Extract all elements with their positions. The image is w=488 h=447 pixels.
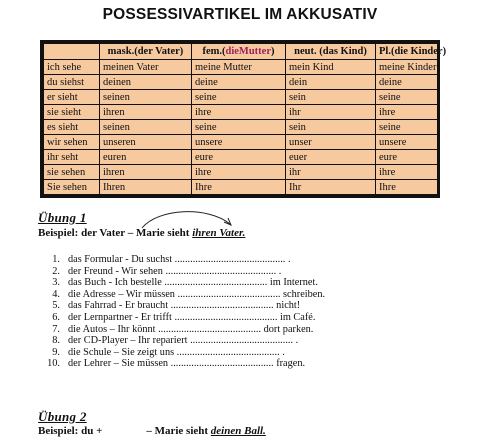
list-item-number: 1. bbox=[52, 254, 60, 265]
table-row bbox=[44, 105, 438, 120]
pronoun-cell: sie sieht bbox=[44, 105, 100, 120]
list-item bbox=[52, 277, 488, 289]
list-item-text: das Fahrrad - Er braucht ........................................ nicht! bbox=[68, 300, 301, 312]
list-item bbox=[52, 335, 488, 347]
list-item-text: die Adresse – Wir müssen ........................................ schreiben. bbox=[68, 288, 326, 300]
table-row bbox=[44, 165, 438, 180]
list-item-text: die Schule – Sie zeigt uns ........................................ . bbox=[68, 346, 285, 358]
header-cell-fem: fem.(dieMutter) bbox=[192, 44, 286, 60]
header-cell-empty bbox=[44, 44, 100, 60]
possessive-cell: seinen bbox=[100, 120, 192, 135]
list-item-number: 8. bbox=[52, 335, 60, 347]
pronoun-cell: es sieht bbox=[44, 120, 100, 135]
table-header-row bbox=[44, 44, 438, 60]
possessive-cell: Ihren bbox=[100, 180, 192, 195]
possessive-cell: dein bbox=[286, 75, 376, 90]
exercise1-list bbox=[38, 254, 488, 370]
list-item bbox=[52, 288, 488, 301]
exercise2-example-mid: – Marie sieht bbox=[146, 425, 211, 437]
list-item-number: 6. bbox=[52, 311, 60, 323]
list-item-text: der Freund - Wir sehen ........................................... . bbox=[68, 265, 282, 277]
possessive-cell: unser bbox=[286, 135, 376, 150]
possessive-cell: unsere bbox=[192, 135, 286, 150]
table-body bbox=[44, 60, 438, 195]
possessive-cell: seine bbox=[192, 90, 286, 105]
possessive-cell: eure bbox=[192, 150, 286, 165]
possessive-cell: unseren bbox=[100, 135, 192, 150]
list-item-text: die Autos – Ihr könnt ........................................ dort parken. bbox=[68, 323, 314, 335]
header-cell-neut: neut. (das Kind) bbox=[286, 44, 376, 60]
exercise2-example-answer: deinen Ball. bbox=[210, 425, 266, 437]
list-item-text: das Formular - Du suchst ........................................... . bbox=[68, 254, 291, 265]
page-title: POSSESSIVARTIKEL IM AKKUSATIV bbox=[102, 6, 378, 23]
list-item-text: der CD-Player – Ihr repariert ........................................ . bbox=[68, 335, 299, 347]
list-item-number: 9. bbox=[52, 346, 60, 358]
list-item bbox=[52, 254, 488, 266]
possessive-cell: ihren bbox=[100, 165, 192, 180]
possessive-cell: euren bbox=[100, 150, 192, 165]
list-item-number: 5. bbox=[52, 300, 60, 312]
list-item bbox=[52, 265, 488, 278]
list-item-number: 4. bbox=[52, 288, 60, 300]
possessive-cell: deine bbox=[376, 75, 438, 90]
possessive-cell: Ihre bbox=[192, 180, 286, 195]
exercise1-heading: Übung 1 bbox=[38, 210, 87, 225]
table-row bbox=[44, 120, 438, 135]
possessive-cell: meine Kinder bbox=[376, 60, 438, 75]
table-row bbox=[44, 60, 438, 75]
table-row bbox=[44, 150, 438, 165]
exercise1-example-answer: ihren Vater. bbox=[192, 227, 246, 239]
possessive-cell: euer bbox=[286, 150, 376, 165]
header-cell-mask: mask.(der Vater) bbox=[100, 44, 192, 60]
possessive-cell: unsere bbox=[376, 135, 438, 150]
possessive-cell: meinen Vater bbox=[100, 60, 192, 75]
exercise2-heading: Übung 2 bbox=[38, 409, 87, 424]
table-row bbox=[44, 180, 438, 195]
possessive-cell: deine bbox=[192, 75, 286, 90]
possessive-cell: meine Mutter bbox=[192, 60, 286, 75]
list-item-text: das Buch - Ich bestelle ........................................ im Internet. bbox=[68, 277, 318, 289]
pronoun-cell: Sie sehen bbox=[44, 180, 100, 195]
possessive-cell: ihren bbox=[100, 105, 192, 120]
possessive-cell: ihr bbox=[286, 105, 376, 120]
possessive-cell: seine bbox=[192, 120, 286, 135]
pronoun-cell: ich sehe bbox=[44, 60, 100, 75]
list-item bbox=[52, 311, 488, 324]
pronoun-cell: er sieht bbox=[44, 90, 100, 105]
possessive-cell: deinen bbox=[100, 75, 192, 90]
possessive-cell: Ihre bbox=[376, 180, 438, 195]
list-item-number: 7. bbox=[52, 323, 60, 335]
pronoun-cell: sie sehen bbox=[44, 165, 100, 180]
possessive-cell: eure bbox=[376, 150, 438, 165]
possessive-cell: ihre bbox=[376, 105, 438, 120]
possessive-cell: ihre bbox=[192, 165, 286, 180]
possessive-cell: seine bbox=[376, 90, 438, 105]
curved-arrow-icon bbox=[138, 208, 238, 230]
possessive-cell: ihr bbox=[286, 165, 376, 180]
possessive-cell: seine bbox=[376, 120, 438, 135]
possessive-cell: sein bbox=[286, 90, 376, 105]
table-row bbox=[44, 75, 438, 90]
possessive-cell: sein bbox=[286, 120, 376, 135]
list-item-text: der Lehrer – Sie müssen ........................................ fragen. bbox=[68, 358, 306, 370]
list-item bbox=[52, 323, 488, 336]
possessive-cell: mein Kind bbox=[286, 60, 376, 75]
list-item-text: der Lernpartner - Er trifft ........................................ im Café. bbox=[68, 311, 316, 323]
header-cell-pl: Pl.(die Kinder) bbox=[376, 44, 438, 60]
exercise2-example bbox=[38, 425, 266, 437]
exercise2-example-prefix: Beispiel: du + bbox=[38, 425, 103, 437]
exercise1-example-prefix: Beispiel: der Vater – Marie sieht bbox=[38, 227, 193, 239]
table-row bbox=[44, 90, 438, 105]
pronoun-cell: ihr seht bbox=[44, 150, 100, 165]
pronoun-cell: wir sehen bbox=[44, 135, 100, 150]
header-highlight: dieMutter bbox=[225, 46, 271, 57]
possessive-cell: ihre bbox=[192, 105, 286, 120]
possessive-cell: Ihr bbox=[286, 180, 376, 195]
possessive-table bbox=[40, 40, 447, 198]
possessive-cell: seinen bbox=[100, 90, 192, 105]
list-item bbox=[52, 346, 488, 359]
list-item-number: 3. bbox=[52, 277, 60, 289]
list-item-number: 2. bbox=[52, 265, 60, 277]
table-row bbox=[44, 135, 438, 150]
possessive-cell: ihre bbox=[376, 165, 438, 180]
list-item-number: 10. bbox=[47, 358, 60, 370]
pronoun-cell: du siehst bbox=[44, 75, 100, 90]
list-item bbox=[47, 358, 488, 370]
list-item bbox=[52, 300, 488, 312]
